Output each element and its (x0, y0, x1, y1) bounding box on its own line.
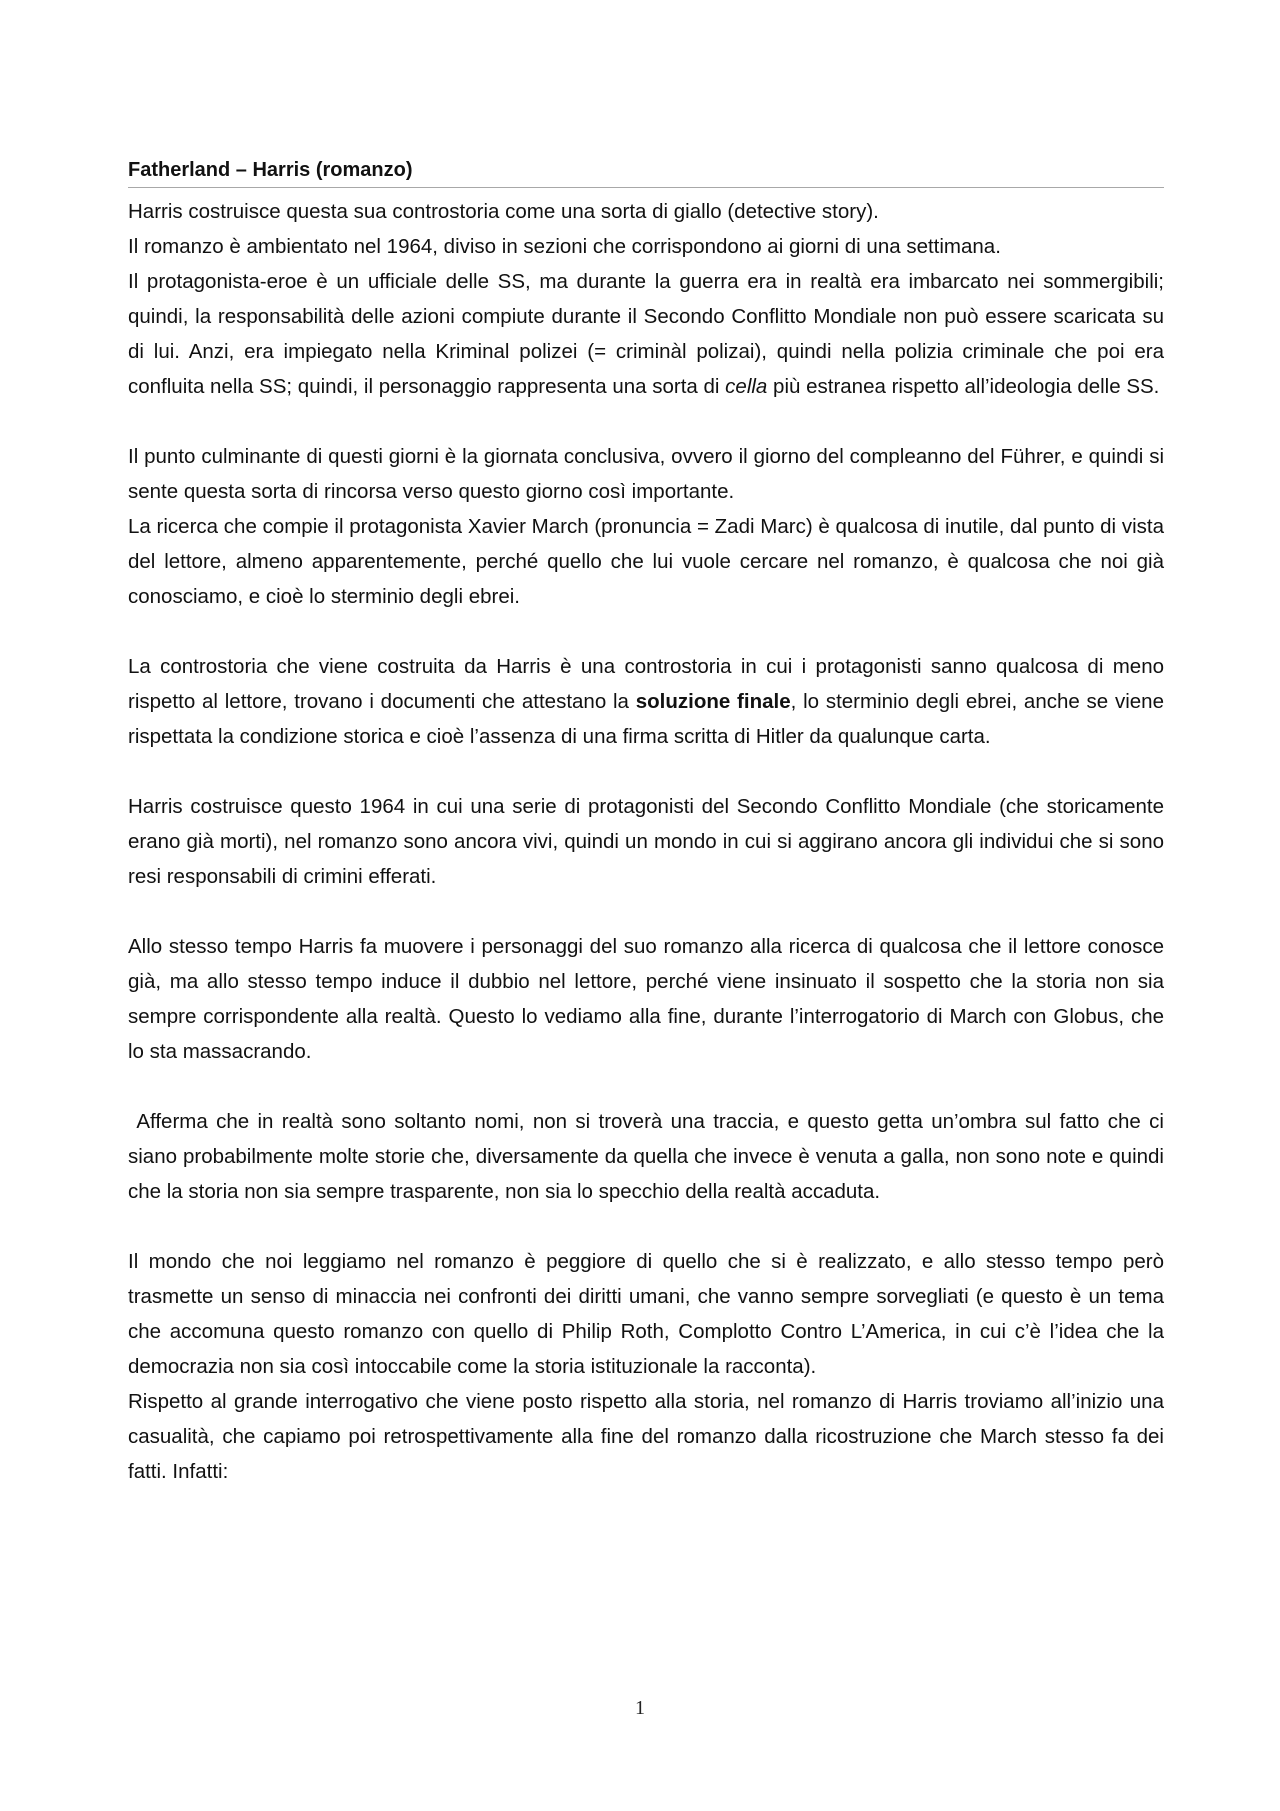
document-title: Fatherland – Harris (romanzo) (128, 159, 413, 181)
title-block (128, 154, 1164, 188)
document-body (128, 154, 1170, 1489)
paragraph-protagonist-text: Il protagonista-eroe è un ufficiale delle SS, ma durante la guerra era in realtà era imbarcato nei sommergibili; quindi, la responsabilità delle azioni compiute durante il Secondo Conflitto Mondiale non può essere scaricata su di lui. Anzi, era impiegato nella Kriminal polizei (= criminàl polizai), quindi nella polizia criminale che poi era confluita nella SS; quindi, il personaggio rappresenta una sorta di (128, 270, 1164, 398)
paragraph-human-rights: Il mondo che noi leggiamo nel romanzo è peggiore di quello che si è realizzato, e allo stesso tempo però trasmette un senso di minaccia nei confronti dei diritti umani, che vanno sempre sorvegliati (e questo è un tema che accomuna questo romanzo con quello di Philip Roth, Complotto Contro L’America, in cui c’è l’idea che la democrazia non sia così intoccabile come la storia istituzionale la racconta). (128, 1250, 1164, 1378)
paragraph-counterhistory (128, 649, 1164, 754)
paragraph-spacer (128, 1069, 1164, 1104)
paragraph-spacer (128, 404, 1164, 439)
paragraph-setting: Il romanzo è ambientato nel 1964, diviso in sezioni che corrispondono ai giorni di una settimana. (128, 235, 1001, 258)
paragraph-counterhistory-text: La controstoria che viene costruita da Harris è una controstoria in cui i protagonisti sanno qualcosa di meno rispetto al lettore, trovano i documenti che attestano la (128, 655, 1164, 713)
paragraph-protagonist (128, 264, 1164, 404)
paragraph-climax: Il punto culminante di questi giorni è la giornata conclusiva, ovvero il giorno del compleanno del Führer, e quindi si sente questa sorta di rincorsa verso questo giorno così importante. (128, 445, 1164, 503)
paragraph-intro: Harris costruisce questa sua controstoria come una sorta di giallo (detective story). (128, 200, 879, 223)
paragraph-question: Rispetto al grande interrogativo che viene posto rispetto alla storia, nel romanzo di Harris troviamo all’inizio una casualità, che capiamo poi retrospettivamente alla fine del romanzo dalla ricostruzione che March stesso fa dei fatti. Infatti: (128, 1390, 1164, 1483)
bold-term-soluzione-finale: soluzione finale (635, 690, 791, 713)
paragraph-names: Afferma che in realtà sono soltanto nomi, non si troverà una traccia, e questo getta un’ombra sul fatto che ci siano probabilmente molte storie che, diversamente da quella che invece è venuta a galla, non sono note e quindi che la storia non sia sempre trasparente, non sia lo specchio della realtà accaduta. (128, 1110, 1170, 1203)
paragraph-spacer (128, 614, 1164, 649)
paragraph-search: La ricerca che compie il protagonista Xavier March (pronuncia = Zadi Marc) è qualcosa di inutile, dal punto di vista del lettore, almeno apparentemente, perché quello che lui vuole cercare nel romanzo, è qualcosa che noi già conosciamo, e cioè lo sterminio degli ebrei. (128, 515, 1164, 608)
paragraph-counterhistory-text-end: , lo sterminio degli ebrei, anche se viene rispettata la condizione storica e cioè l’assenza di una firma scritta di Hitler da qualunque carta. (128, 690, 1164, 748)
paragraph-spacer (128, 894, 1164, 929)
page-number: 1 (635, 1697, 645, 1719)
paragraph-spacer (128, 1209, 1164, 1244)
paragraph-protagonist-text-end: più estranea rispetto all’ideologia delle SS. (767, 375, 1160, 398)
italic-term-cella: cella (725, 375, 768, 398)
paragraph-1964-world: Harris costruisce questo 1964 in cui una serie di protagonisti del Secondo Conflitto Mondiale (che storicamente erano già morti), nel romanzo sono ancora vivi, quindi un mondo in cui si aggirano ancora gli individui che si sono resi responsabili di crimini efferati. (128, 795, 1164, 888)
paragraph-doubt: Allo stesso tempo Harris fa muovere i personaggi del suo romanzo alla ricerca di qualcosa che il lettore conosce già, ma allo stesso tempo induce il dubbio nel lettore, perché viene insinuato il sospetto che la storia non sia sempre corrispondente alla realtà. Questo lo vediamo alla fine, durante l’interrogatorio di March con Globus, che lo sta massacrando. (128, 935, 1164, 1063)
paragraph-spacer (128, 754, 1164, 789)
